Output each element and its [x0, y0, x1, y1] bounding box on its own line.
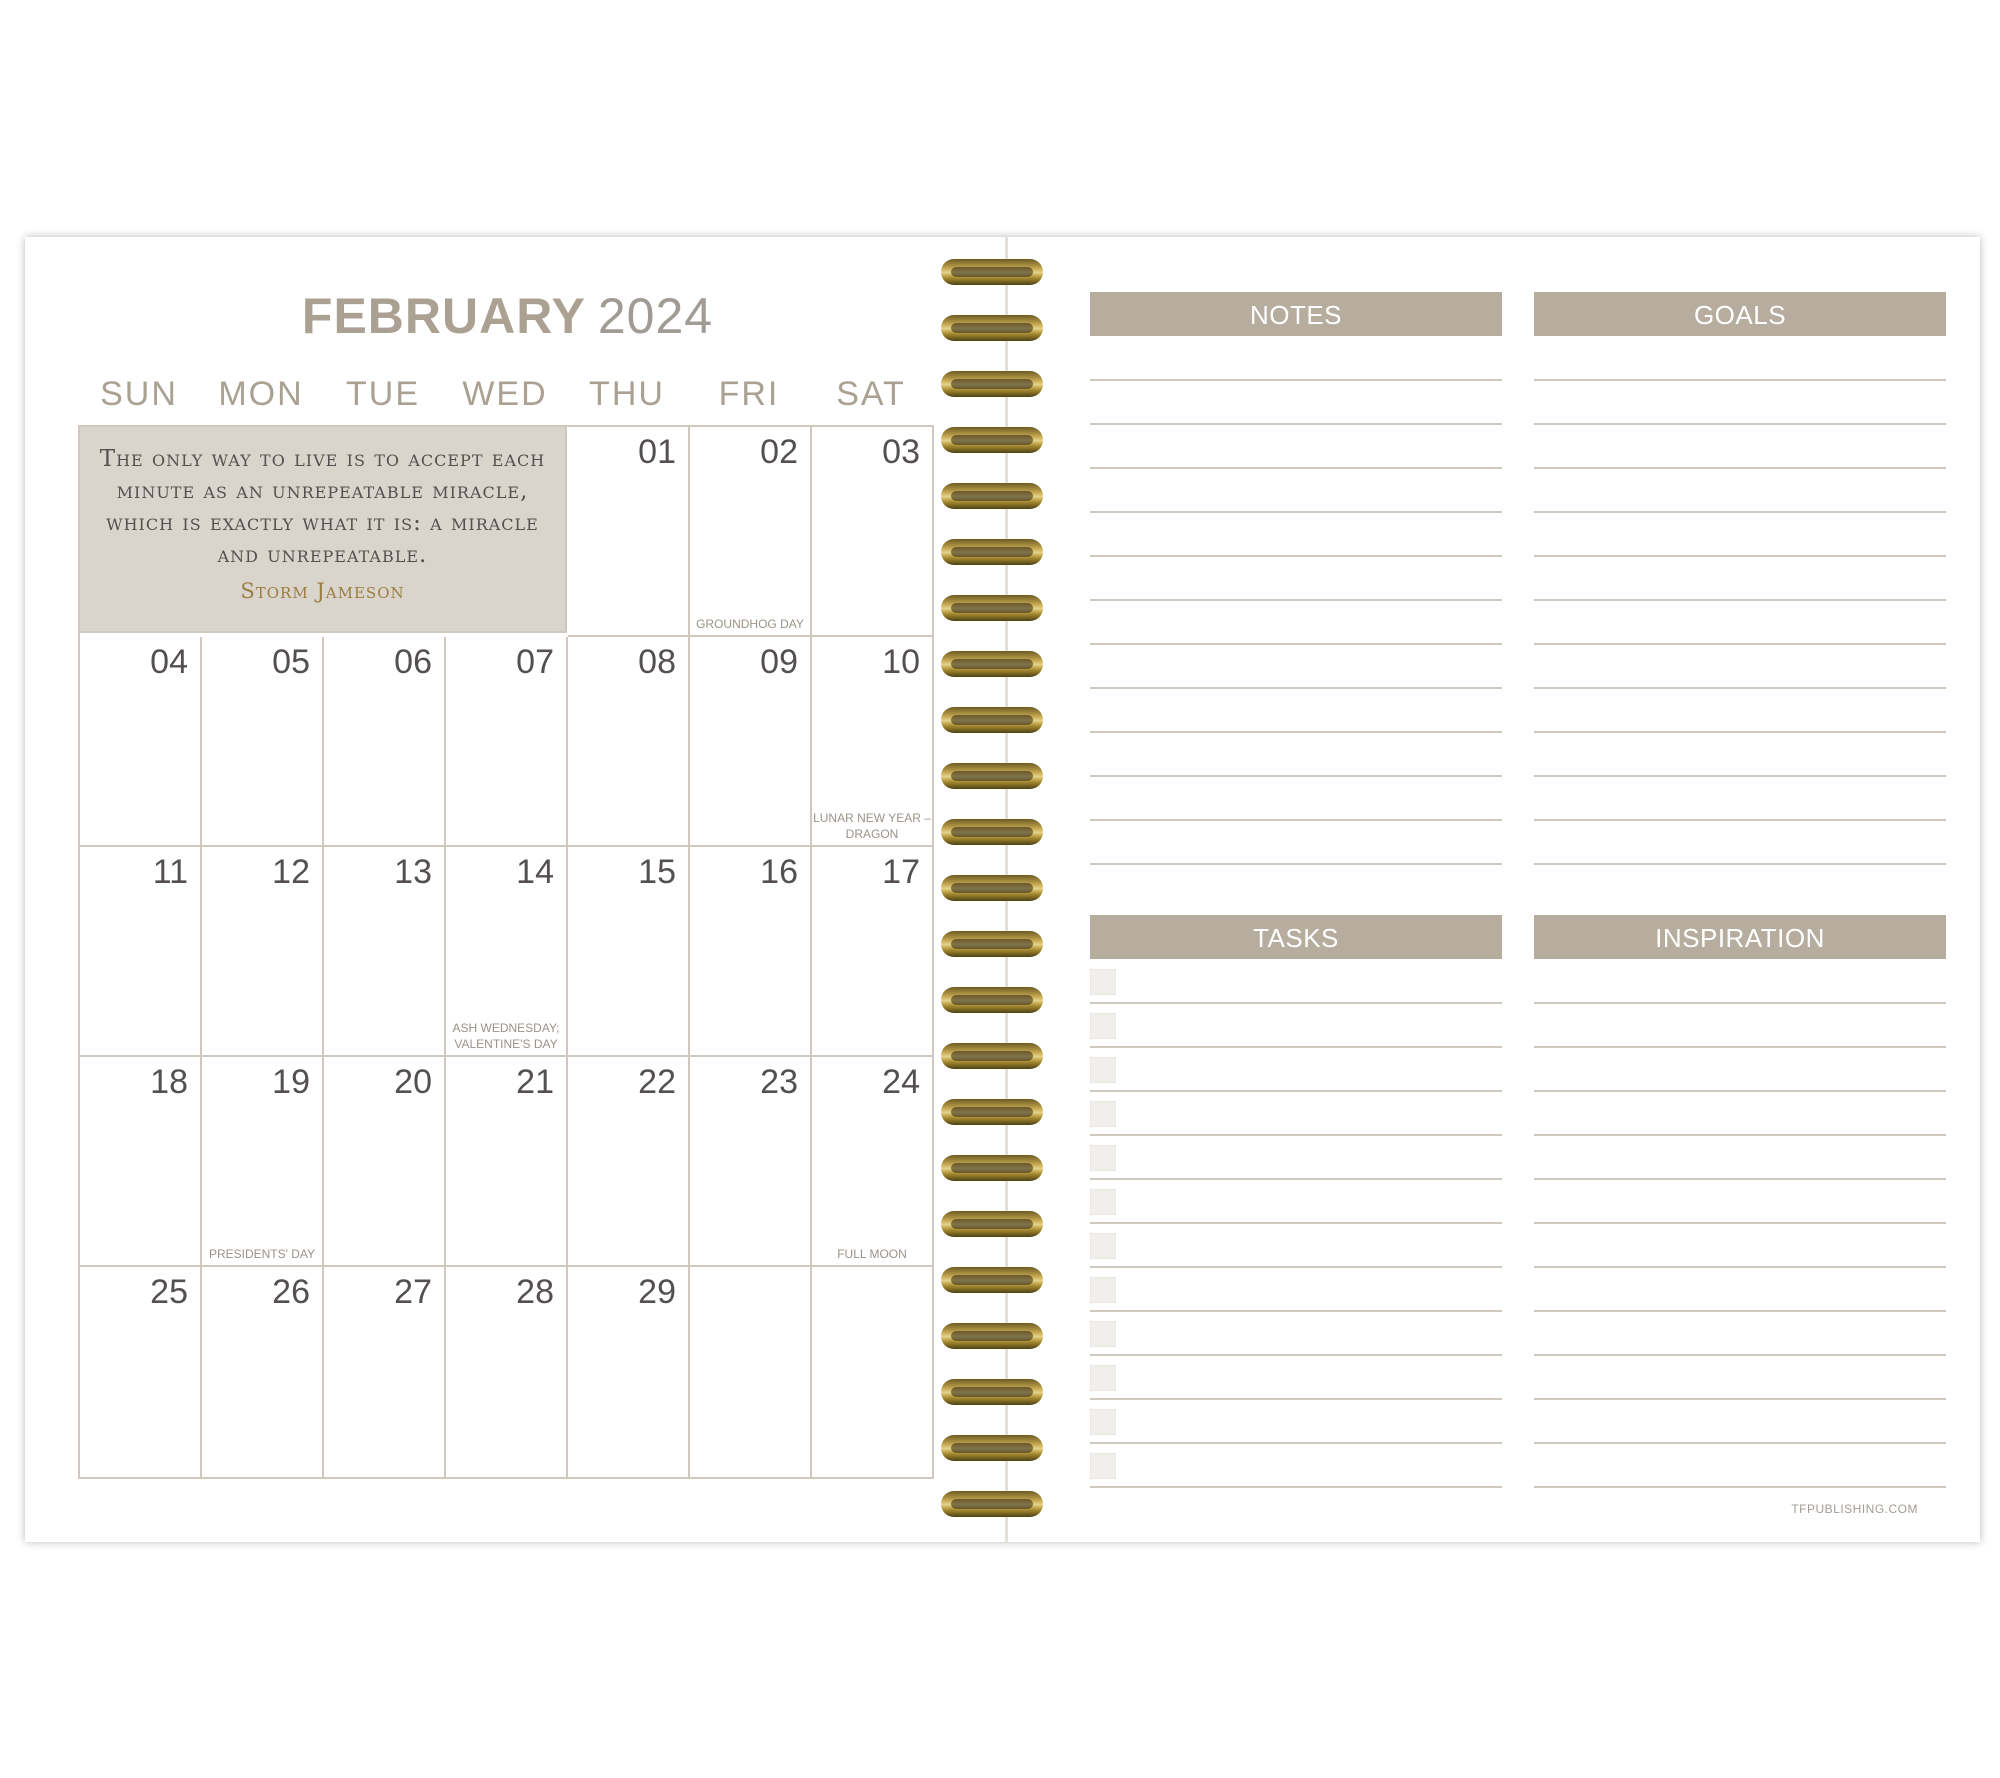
weekday-thu: THU: [589, 375, 665, 413]
spiral-binding: [943, 237, 1033, 1542]
ruled-line: [1534, 511, 1946, 513]
ruled-line: [1534, 555, 1946, 557]
task-checkbox[interactable]: [1090, 969, 1116, 995]
day-cell[interactable]: [324, 1057, 446, 1267]
day-cell[interactable]: [568, 847, 690, 1057]
day-cell[interactable]: [324, 1267, 446, 1479]
goals-header: GOALS: [1534, 292, 1946, 336]
ruled-line: [1534, 863, 1946, 865]
spiral-coil: [941, 1043, 1043, 1069]
month-name: FEBRUARY: [301, 288, 586, 344]
ruled-line: [1090, 1442, 1502, 1444]
ruled-line: [1534, 687, 1946, 689]
publisher-footer: TFPUBLISHING.COM: [1791, 1502, 1918, 1516]
spiral-coil: [941, 651, 1043, 677]
day-number: 21: [516, 1063, 554, 1101]
spiral-coil: [941, 763, 1043, 789]
day-number: 12: [272, 853, 310, 891]
ruled-line: [1534, 1222, 1946, 1224]
day-number: 25: [150, 1273, 188, 1311]
ruled-line: [1090, 1486, 1502, 1488]
holiday-label: ASH WEDNESDAY; VALENTINE'S DAY: [452, 1021, 560, 1051]
ruled-line: [1534, 775, 1946, 777]
notes-panel: [1090, 292, 1502, 336]
ruled-line: [1090, 1222, 1502, 1224]
month-title: [25, 287, 990, 345]
calendar-grid: [78, 425, 934, 1479]
task-checkbox[interactable]: [1090, 1409, 1116, 1435]
day-cell[interactable]: [80, 1057, 202, 1267]
weekday-wed: WED: [462, 375, 548, 413]
task-checkbox[interactable]: [1090, 1145, 1116, 1171]
ruled-line: [1534, 819, 1946, 821]
tasks-header: TASKS: [1090, 915, 1502, 959]
ruled-line: [1090, 1134, 1502, 1136]
weekday-mon: MON: [218, 375, 304, 413]
ruled-line: [1090, 1178, 1502, 1180]
ruled-line: [1090, 1398, 1502, 1400]
day-number: 26: [272, 1273, 310, 1311]
day-number: 10: [882, 643, 920, 681]
day-number: 07: [516, 643, 554, 681]
ruled-line: [1090, 775, 1502, 777]
ruled-line: [1090, 467, 1502, 469]
ruled-line: [1534, 423, 1946, 425]
spiral-coil: [941, 1379, 1043, 1405]
ruled-line: [1090, 511, 1502, 513]
day-cell[interactable]: [80, 847, 202, 1057]
task-checkbox[interactable]: [1090, 1101, 1116, 1127]
ruled-line: [1534, 379, 1946, 381]
day-number: 27: [394, 1273, 432, 1311]
day-cell[interactable]: [812, 847, 934, 1057]
day-number: 24: [882, 1063, 920, 1101]
spiral-coil: [941, 1491, 1043, 1517]
ruled-line: [1534, 1310, 1946, 1312]
ruled-line: [1534, 1178, 1946, 1180]
day-cell[interactable]: [690, 847, 812, 1057]
ruled-line: [1534, 1266, 1946, 1268]
day-cell[interactable]: [812, 427, 934, 637]
ruled-line: [1534, 1046, 1946, 1048]
ruled-line: [1090, 1046, 1502, 1048]
day-number: 20: [394, 1063, 432, 1101]
day-number: 02: [760, 433, 798, 471]
day-cell[interactable]: [568, 637, 690, 847]
task-checkbox[interactable]: [1090, 1013, 1116, 1039]
day-cell[interactable]: [202, 637, 324, 847]
day-number: 19: [272, 1063, 310, 1101]
inspiration-panel: [1534, 915, 1946, 959]
task-checkbox[interactable]: [1090, 1233, 1116, 1259]
ruled-line: [1090, 1310, 1502, 1312]
task-checkbox[interactable]: [1090, 1277, 1116, 1303]
holiday-label: LUNAR NEW YEAR – DRAGON: [813, 811, 931, 841]
day-number: 15: [638, 853, 676, 891]
quote-text: The only way to live is to accept each minute as an unrepeatable miracle, which is exactly what it is: a miracle and unrepeatable.: [99, 446, 546, 568]
holiday-label: GROUNDHOG DAY: [696, 617, 804, 631]
day-cell[interactable]: [690, 1267, 812, 1479]
spiral-coil: [941, 875, 1043, 901]
spiral-coil: [941, 483, 1043, 509]
day-number: 08: [638, 643, 676, 681]
ruled-line: [1534, 467, 1946, 469]
spiral-coil: [941, 1099, 1043, 1125]
day-number: 06: [394, 643, 432, 681]
spiral-coil: [941, 1155, 1043, 1181]
task-checkbox[interactable]: [1090, 1321, 1116, 1347]
ruled-line: [1090, 687, 1502, 689]
spiral-coil: [941, 1435, 1043, 1461]
spiral-coil: [941, 1323, 1043, 1349]
day-number: 03: [882, 433, 920, 471]
day-cell[interactable]: [202, 847, 324, 1057]
spiral-coil: [941, 987, 1043, 1013]
day-number: 28: [516, 1273, 554, 1311]
day-cell[interactable]: [568, 1267, 690, 1479]
spiral-coil: [941, 707, 1043, 733]
day-number: 05: [272, 643, 310, 681]
ruled-line: [1534, 1398, 1946, 1400]
day-number: 13: [394, 853, 432, 891]
goals-panel: [1534, 292, 1946, 336]
day-number: 16: [760, 853, 798, 891]
spiral-coil: [941, 1267, 1043, 1293]
day-cell[interactable]: [446, 1057, 568, 1267]
task-checkbox[interactable]: [1090, 1453, 1116, 1479]
spiral-coil: [941, 315, 1043, 341]
ruled-line: [1090, 423, 1502, 425]
day-cell[interactable]: [202, 1057, 324, 1267]
ruled-line: [1090, 555, 1502, 557]
notes-header: NOTES: [1090, 292, 1502, 336]
day-number: 09: [760, 643, 798, 681]
ruled-line: [1090, 1002, 1502, 1004]
holiday-label: PRESIDENTS' DAY: [208, 1247, 316, 1261]
day-number: 22: [638, 1063, 676, 1101]
spiral-coil: [941, 1211, 1043, 1237]
day-cell[interactable]: [812, 1267, 934, 1479]
calendar-page: [25, 237, 990, 1542]
holiday-label: FULL MOON: [837, 1247, 907, 1261]
day-number: 23: [760, 1063, 798, 1101]
spiral-coil: [941, 819, 1043, 845]
day-cell[interactable]: [446, 637, 568, 847]
ruled-line: [1090, 819, 1502, 821]
weekday-fri: FRI: [718, 375, 780, 413]
spiral-coil: [941, 259, 1043, 285]
day-number: 18: [150, 1063, 188, 1101]
day-number: 04: [150, 643, 188, 681]
day-cell[interactable]: [80, 1267, 202, 1479]
task-checkbox[interactable]: [1090, 1189, 1116, 1215]
day-number: 14: [516, 853, 554, 891]
ruled-line: [1090, 643, 1502, 645]
day-cell[interactable]: [690, 1057, 812, 1267]
day-cell[interactable]: [324, 847, 446, 1057]
day-cell[interactable]: [690, 427, 812, 637]
notes-page: [1030, 237, 1980, 1542]
ruled-line: [1534, 1134, 1946, 1136]
day-cell[interactable]: [812, 637, 934, 847]
spiral-coil: [941, 931, 1043, 957]
ruled-line: [1534, 599, 1946, 601]
ruled-line: [1090, 863, 1502, 865]
ruled-line: [1534, 1354, 1946, 1356]
spiral-coil: [941, 427, 1043, 453]
ruled-line: [1534, 1090, 1946, 1092]
ruled-line: [1534, 1002, 1946, 1004]
task-checkbox[interactable]: [1090, 1057, 1116, 1083]
ruled-line: [1090, 1354, 1502, 1356]
day-cell[interactable]: [690, 637, 812, 847]
day-cell[interactable]: [568, 427, 690, 637]
day-cell[interactable]: [812, 1057, 934, 1267]
ruled-line: [1090, 379, 1502, 381]
day-cell[interactable]: [80, 637, 202, 847]
quote-box: [80, 427, 567, 633]
ruled-line: [1090, 599, 1502, 601]
day-number: 29: [638, 1273, 676, 1311]
planner-spread: [25, 237, 1980, 1542]
ruled-line: [1534, 643, 1946, 645]
month-year: 2024: [597, 288, 714, 344]
day-number: 01: [638, 433, 676, 471]
ruled-line: [1534, 1486, 1946, 1488]
day-cell[interactable]: [202, 1267, 324, 1479]
spiral-coil: [941, 539, 1043, 565]
weekday-sat: SAT: [836, 375, 906, 413]
day-cell[interactable]: [324, 637, 446, 847]
spiral-coil: [941, 595, 1043, 621]
spiral-coil: [941, 371, 1043, 397]
day-number: 17: [882, 853, 920, 891]
task-checkbox[interactable]: [1090, 1365, 1116, 1391]
weekday-sun: SUN: [100, 375, 178, 413]
quote-author: Storm Jameson: [240, 579, 405, 603]
ruled-line: [1534, 1442, 1946, 1444]
ruled-line: [1534, 731, 1946, 733]
ruled-line: [1090, 731, 1502, 733]
tasks-panel: [1090, 915, 1502, 959]
day-cell[interactable]: [446, 847, 568, 1057]
inspiration-header: INSPIRATION: [1534, 915, 1946, 959]
ruled-line: [1090, 1266, 1502, 1268]
day-cell[interactable]: [446, 1267, 568, 1479]
day-cell[interactable]: [568, 1057, 690, 1267]
day-number: 11: [152, 853, 188, 891]
weekday-tue: TUE: [346, 375, 420, 413]
ruled-line: [1090, 1090, 1502, 1092]
